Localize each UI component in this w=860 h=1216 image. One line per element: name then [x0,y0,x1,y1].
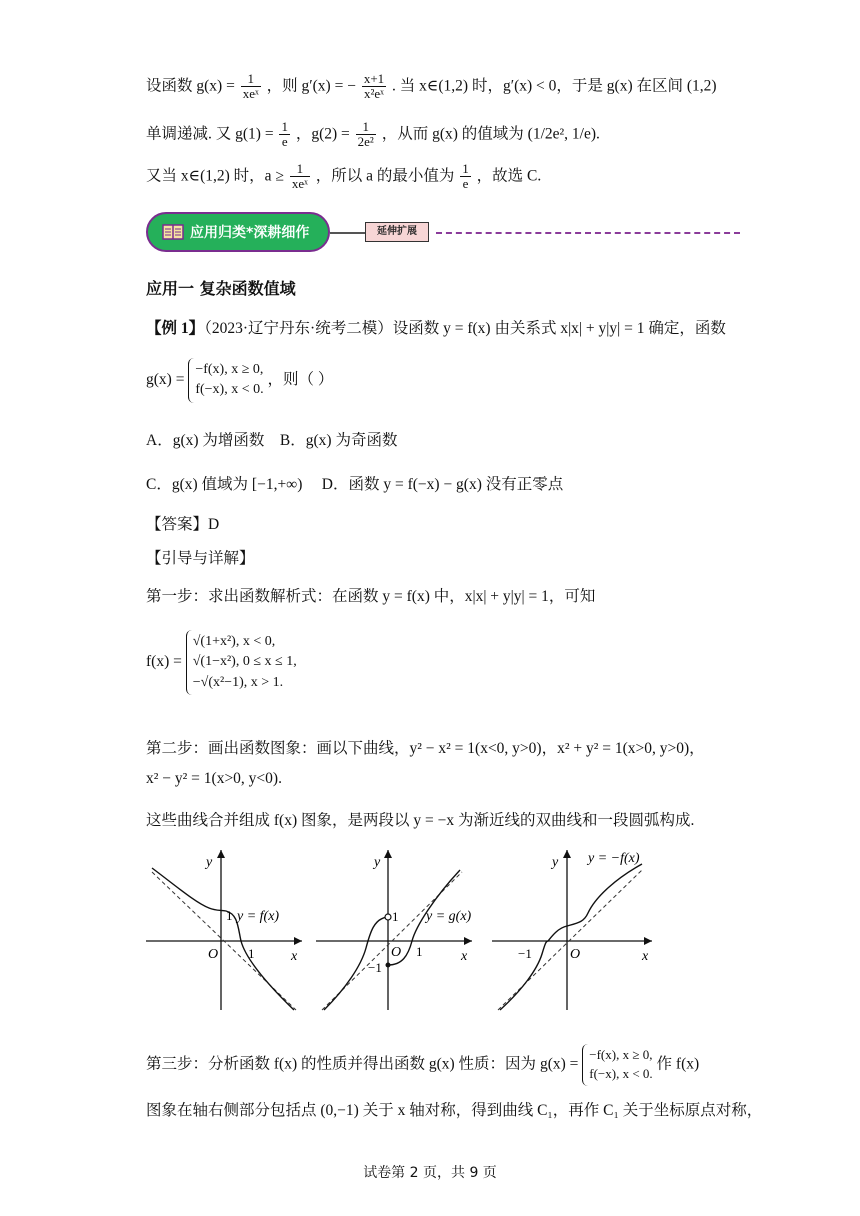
step2-line-2: x² − y² = 1(x>0, y<0). [146,770,282,787]
svg-text:y: y [206,855,213,870]
page-footer: 试卷第 2 页，共 9 页 [363,1165,497,1181]
step2-line-1: 第二步：画出函数图象：画以下曲线，y² − x² = 1(x<0, y>0)，x² + y² = 1(x>0, y>0)， [146,740,705,757]
section-heading: 应用一 复杂函数值域 [146,279,296,298]
guide-label: 【引导与详解】 [146,550,255,567]
option-c: C．g(x) 值域为 [−1,+∞) [146,476,303,493]
option-b: B．g(x) 为奇函数 [279,432,398,449]
svg-text:1: 1 [392,909,399,924]
svg-text:y = g(x): y = g(x) [426,909,472,924]
fraction: $\frac{1}{\text{xeˣ}}$ [291,161,308,192]
piecewise-brace: −f(x), x ≥ 0, f(−x), x < 0. [582,1044,652,1086]
svg-text:1: 1 [248,946,255,961]
solution-line-3: 又当 x∈(1,2) 时，a ≥ $\frac{1}{\text{xeˣ}}$ ，所以 a 的最小值为 $\frac{1}{e}$ ，故选 C. [146,161,542,192]
svg-text:−1: −1 [518,946,532,961]
example-g-definition: g(x) = −f(x), x ≥ 0, f(−x), x < 0. ，则（ ） [146,358,333,403]
svg-text:y: y [552,855,559,870]
fraction: $\frac{1}{e}$ [462,161,469,192]
svg-text:−1: −1 [368,960,382,975]
graph-f [146,848,306,1013]
fraction: $\frac{1}{\text{2e²}}$ [357,119,374,150]
svg-text:y: y [374,855,381,870]
fraction: $\frac{1}{\text{xeˣ}}$ [242,71,259,102]
fraction: $\frac{1}{e}$ [281,119,288,150]
option-a: A．g(x) 为增函数 [146,432,265,449]
graph-g [316,848,476,1013]
step1-text: 第一步：求出函数解析式：在函数 y = f(x) 中，x|x| + y|y| = 1，可知 [146,588,596,605]
graph-neg-f [492,848,662,1013]
banner-title: 应用归类*深耕细作 [190,225,310,241]
banner-tag: 延伸扩展 [365,222,429,242]
option-d: D．函数 y = f(−x) − g(x) 没有正零点 [321,476,564,493]
svg-text:y = −f(x): y = −f(x) [588,851,640,866]
banner-dashed-line [436,232,740,234]
piecewise-brace: −f(x), x ≥ 0, f(−x), x < 0. [188,358,263,403]
svg-text:x: x [291,949,298,964]
options-row-1 [146,428,397,450]
step1-f-definition: f(x) = √(1+x²), x < 0, √(1−x²), 0 ≤ x ≤ 1, −√(x²−1), x > 1. [146,630,297,695]
banner-pill [146,212,330,252]
svg-text:O: O [208,947,219,962]
svg-text:O: O [570,947,581,962]
piecewise-brace: √(1+x²), x < 0, √(1−x²), 0 ≤ x ≤ 1, −√(x²−1), x > 1. [186,630,297,695]
svg-text:x: x [642,949,649,964]
example-label: 【例 1】 [146,320,205,337]
section-banner [146,212,746,254]
options-row-2 [146,472,563,494]
fraction: $\frac{x+1}{\text{x²eˣ}}$ [363,71,385,102]
step2-line-3: 这些曲线合并组成 f(x) 图象，是两段以 y = −x 为渐近线的双曲线和一段圆弧构成. [146,812,695,829]
example-source: （2023·辽宁丹东·统考二模） [204,320,393,337]
example-stem: 【例 1】（2023·辽宁丹东·统考二模）设函数 y = f(x) 由关系式 x|x| + y|y| = 1 确定，函数 [146,320,726,337]
svg-text:O: O [391,945,402,960]
book-icon [162,224,184,240]
solution-line-1: 设函数 g(x) = $\frac{1}{\text{xeˣ}}$ ，则 g′(x) = − $\frac{x+1}{\text{x²eˣ}}$ . 当 x∈(1,2) 时，g′(x) < 0，于是 g(x) 在区间 (1,2) [146,71,717,102]
svg-text:x: x [461,949,468,964]
banner-connector [330,232,365,234]
step3-line-1: 第三步：分析函数 f(x) 的性质并得出函数 g(x) 性质：因为 g(x) = −f(x), x ≥ 0, f(−x), x < 0. 作 f(x) [146,1044,699,1086]
svg-text:y = f(x): y = f(x) [237,909,280,924]
svg-text:1: 1 [416,944,423,959]
step3-line-2: 图象在轴右侧部分包括点 (0,−1) 关于 x 轴对称，得到曲线 C₁，再作 C₁ 关于坐标原点对称， [146,1102,763,1119]
svg-text:1: 1 [226,908,233,923]
solution-line-2: 单调递减. 又 g(1) = $\frac{1}{e}$ ，g(2) = $\frac{1}{\text{2e²}}$ ，从而 g(x) 的值域为 (1/2e², 1/e). [146,119,600,150]
answer: 【答案】D [146,516,220,533]
